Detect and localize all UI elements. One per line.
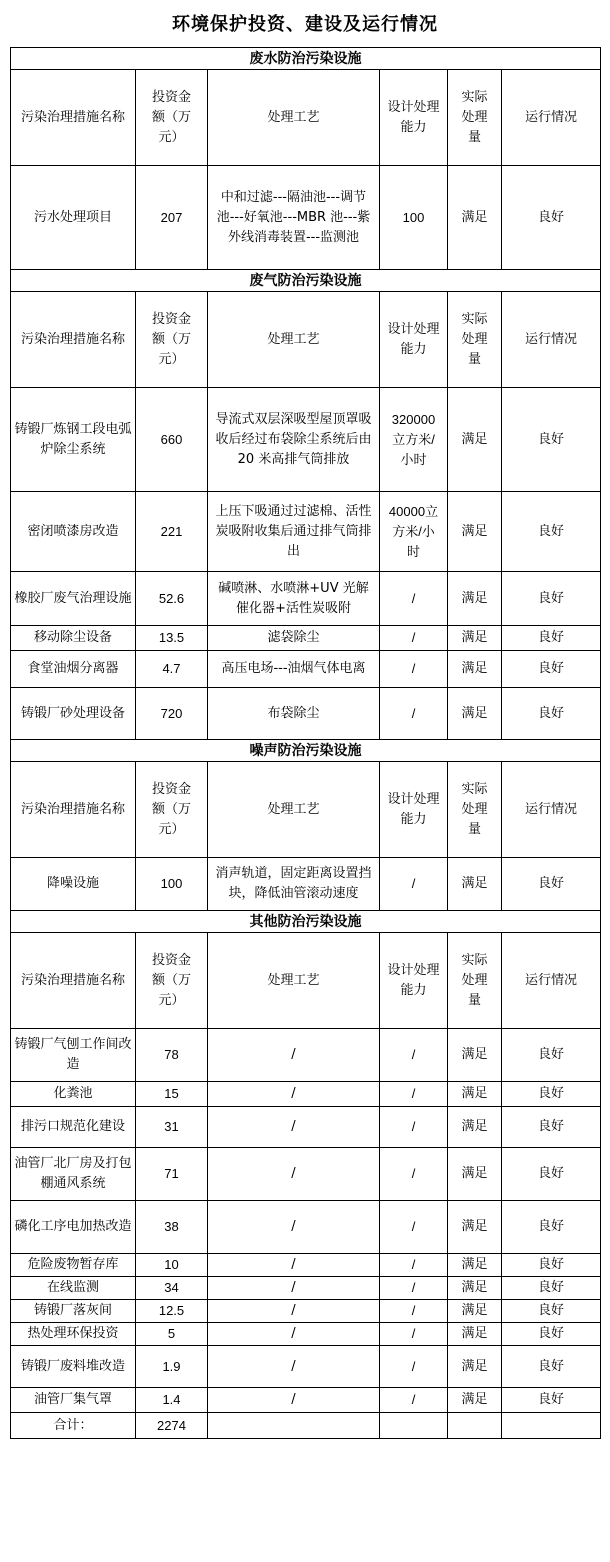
cell-name: 油管厂集气罩 (11, 1388, 136, 1413)
cell-amount: 52.6 (136, 572, 208, 626)
cell-name: 铸锻厂砂处理设备 (11, 688, 136, 740)
header-status: 运行情况 (502, 762, 601, 858)
table-row (11, 572, 601, 626)
cell-status: 良好 (502, 1148, 601, 1201)
cell-name: 食堂油烟分离器 (11, 651, 136, 688)
cell-name: 移动除尘设备 (11, 626, 136, 651)
cell-capacity: / (380, 651, 448, 688)
cell-process: / (208, 1082, 380, 1107)
cell-actual: 满足 (448, 1346, 502, 1388)
header-row (11, 292, 601, 388)
cell-process: / (208, 1323, 380, 1346)
cell-amount: 100 (136, 858, 208, 911)
cell-status: 良好 (502, 1277, 601, 1300)
cell-process: 布袋除尘 (208, 688, 380, 740)
cell-amount: 13.5 (136, 626, 208, 651)
cell-name: 密闭喷漆房改造 (11, 492, 136, 572)
cell-capacity: 40000立方米/小时 (380, 492, 448, 572)
cell-process: / (208, 1346, 380, 1388)
cell-status: 良好 (502, 572, 601, 626)
cell-name: 在线监测 (11, 1277, 136, 1300)
table-row (11, 1201, 601, 1254)
cell-process: / (208, 1029, 380, 1082)
empty-cell (502, 1413, 601, 1439)
cell-process: / (208, 1277, 380, 1300)
header-amount: 投资金额（万元） (136, 292, 208, 388)
cell-capacity: / (380, 1029, 448, 1082)
cell-amount: 71 (136, 1148, 208, 1201)
cell-amount: 10 (136, 1254, 208, 1277)
cell-name: 降噪设施 (11, 858, 136, 911)
cell-amount: 1.9 (136, 1346, 208, 1388)
cell-amount: 660 (136, 388, 208, 492)
cell-actual: 满足 (448, 1029, 502, 1082)
header-process: 处理工艺 (208, 292, 380, 388)
cell-status: 良好 (502, 1323, 601, 1346)
table-row (11, 388, 601, 492)
cell-status: 良好 (502, 1107, 601, 1148)
cell-actual: 满足 (448, 1082, 502, 1107)
cell-process: 中和过滤---隔油池---调节池---好氧池---MBR 池---紫外线消毒装置---监测池 (208, 166, 380, 270)
table-row (11, 688, 601, 740)
cell-status: 良好 (502, 1300, 601, 1323)
cell-name: 铸锻厂废料堆改造 (11, 1346, 136, 1388)
cell-name: 排污口规范化建设 (11, 1107, 136, 1148)
cell-amount: 4.7 (136, 651, 208, 688)
cell-capacity: / (380, 572, 448, 626)
cell-actual: 满足 (448, 1201, 502, 1254)
header-actual: 实际处理量 (448, 933, 502, 1029)
cell-actual: 满足 (448, 1148, 502, 1201)
cell-actual: 满足 (448, 492, 502, 572)
header-name: 污染治理措施名称 (11, 762, 136, 858)
cell-capacity: / (380, 1388, 448, 1413)
cell-capacity: / (380, 1107, 448, 1148)
cell-process: / (208, 1388, 380, 1413)
table-row (11, 1148, 601, 1201)
cell-capacity: / (380, 688, 448, 740)
cell-name: 危险废物暂存库 (11, 1254, 136, 1277)
cell-name: 铸锻厂炼钢工段电弧炉除尘系统 (11, 388, 136, 492)
header-process: 处理工艺 (208, 933, 380, 1029)
total-label: 合计： (11, 1413, 136, 1439)
cell-process: 滤袋除尘 (208, 626, 380, 651)
cell-capacity: 320000立方米/小时 (380, 388, 448, 492)
header-actual: 实际处理量 (448, 762, 502, 858)
header-row (11, 762, 601, 858)
cell-process: / (208, 1300, 380, 1323)
cell-status: 良好 (502, 388, 601, 492)
table-row (11, 651, 601, 688)
header-status: 运行情况 (502, 70, 601, 166)
cell-status: 良好 (502, 626, 601, 651)
header-row (11, 70, 601, 166)
cell-amount: 720 (136, 688, 208, 740)
cell-actual: 满足 (448, 858, 502, 911)
table-row (11, 1388, 601, 1413)
table-row (11, 626, 601, 651)
section-row (11, 740, 601, 762)
cell-amount: 31 (136, 1107, 208, 1148)
cell-amount: 207 (136, 166, 208, 270)
cell-amount: 12.5 (136, 1300, 208, 1323)
cell-status: 良好 (502, 1201, 601, 1254)
empty-cell (380, 1413, 448, 1439)
investment-table (10, 47, 601, 1439)
total-amount: 2274 (136, 1413, 208, 1439)
cell-capacity: / (380, 1082, 448, 1107)
header-process: 处理工艺 (208, 70, 380, 166)
cell-status: 良好 (502, 1346, 601, 1388)
cell-status: 良好 (502, 1029, 601, 1082)
header-actual: 实际处理量 (448, 70, 502, 166)
section-title: 噪声防治污染设施 (11, 740, 601, 762)
table-row (11, 1254, 601, 1277)
header-amount: 投资金额（万元） (136, 933, 208, 1029)
table-row (11, 166, 601, 270)
cell-amount: 38 (136, 1201, 208, 1254)
header-name: 污染治理措施名称 (11, 933, 136, 1029)
cell-process: 上压下吸通过过滤棉、活性炭吸附收集后通过排气筒排出 (208, 492, 380, 572)
cell-actual: 满足 (448, 572, 502, 626)
cell-status: 良好 (502, 688, 601, 740)
cell-actual: 满足 (448, 1277, 502, 1300)
cell-capacity: / (380, 1323, 448, 1346)
header-name: 污染治理措施名称 (11, 70, 136, 166)
empty-cell (208, 1413, 380, 1439)
table-row (11, 1277, 601, 1300)
cell-status: 良好 (502, 1388, 601, 1413)
cell-actual: 满足 (448, 1323, 502, 1346)
cell-name: 热处理环保投资 (11, 1323, 136, 1346)
cell-status: 良好 (502, 1254, 601, 1277)
cell-capacity: / (380, 1300, 448, 1323)
cell-process: / (208, 1148, 380, 1201)
cell-capacity: / (380, 1254, 448, 1277)
cell-process: 高压电场---油烟气体电离 (208, 651, 380, 688)
cell-name: 铸锻厂气刨工作间改造 (11, 1029, 136, 1082)
header-row (11, 933, 601, 1029)
header-amount: 投资金额（万元） (136, 762, 208, 858)
document-title: 环境保护投资、建设及运行情况 (172, 14, 438, 35)
cell-status: 良好 (502, 492, 601, 572)
cell-actual: 满足 (448, 1107, 502, 1148)
cell-name: 磷化工序电加热改造 (11, 1201, 136, 1254)
cell-process: 碱喷淋、水喷淋+UV 光解催化器+活性炭吸附 (208, 572, 380, 626)
cell-actual: 满足 (448, 166, 502, 270)
cell-capacity: / (380, 1201, 448, 1254)
cell-actual: 满足 (448, 1254, 502, 1277)
cell-status: 良好 (502, 651, 601, 688)
header-capacity: 设计处理能力 (380, 70, 448, 166)
cell-capacity: 100 (380, 166, 448, 270)
table-row (11, 1029, 601, 1082)
cell-amount: 34 (136, 1277, 208, 1300)
cell-name: 化粪池 (11, 1082, 136, 1107)
cell-amount: 221 (136, 492, 208, 572)
section-row (11, 48, 601, 70)
cell-actual: 满足 (448, 388, 502, 492)
cell-actual: 满足 (448, 626, 502, 651)
header-actual: 实际处理量 (448, 292, 502, 388)
cell-status: 良好 (502, 166, 601, 270)
cell-capacity: / (380, 1148, 448, 1201)
section-row (11, 270, 601, 292)
cell-amount: 5 (136, 1323, 208, 1346)
cell-amount: 1.4 (136, 1388, 208, 1413)
cell-process: / (208, 1201, 380, 1254)
header-status: 运行情况 (502, 933, 601, 1029)
header-name: 污染治理措施名称 (11, 292, 136, 388)
cell-status: 良好 (502, 858, 601, 911)
cell-capacity: / (380, 1346, 448, 1388)
section-row (11, 911, 601, 933)
section-title: 废气防治污染设施 (11, 270, 601, 292)
header-capacity: 设计处理能力 (380, 762, 448, 858)
header-status: 运行情况 (502, 292, 601, 388)
cell-amount: 15 (136, 1082, 208, 1107)
table-row (11, 492, 601, 572)
table-row (11, 1107, 601, 1148)
cell-status: 良好 (502, 1082, 601, 1107)
table-row (11, 858, 601, 911)
header-amount: 投资金额（万元） (136, 70, 208, 166)
cell-capacity: / (380, 858, 448, 911)
cell-name: 污水处理项目 (11, 166, 136, 270)
cell-process: / (208, 1107, 380, 1148)
header-capacity: 设计处理能力 (380, 292, 448, 388)
cell-actual: 满足 (448, 1300, 502, 1323)
section-title: 废水防治污染设施 (11, 48, 601, 70)
table-row (11, 1082, 601, 1107)
cell-process: 导流式双层深吸型屋顶罩吸收后经过布袋除尘系统后由 20 米高排气筒排放 (208, 388, 380, 492)
total-row (11, 1413, 601, 1439)
cell-name: 铸锻厂落灰间 (11, 1300, 136, 1323)
cell-capacity: / (380, 1277, 448, 1300)
section-title: 其他防治污染设施 (11, 911, 601, 933)
table-row (11, 1323, 601, 1346)
cell-actual: 满足 (448, 651, 502, 688)
table-row (11, 1300, 601, 1323)
cell-process: / (208, 1254, 380, 1277)
table-row (11, 1346, 601, 1388)
empty-cell (448, 1413, 502, 1439)
cell-name: 油管厂北厂房及打包棚通风系统 (11, 1148, 136, 1201)
cell-actual: 满足 (448, 1388, 502, 1413)
cell-process: 消声轨道，固定距离设置挡块，降低油管滚动速度 (208, 858, 380, 911)
cell-capacity: / (380, 626, 448, 651)
cell-actual: 满足 (448, 688, 502, 740)
header-capacity: 设计处理能力 (380, 933, 448, 1029)
cell-name: 橡胶厂废气治理设施 (11, 572, 136, 626)
cell-amount: 78 (136, 1029, 208, 1082)
header-process: 处理工艺 (208, 762, 380, 858)
